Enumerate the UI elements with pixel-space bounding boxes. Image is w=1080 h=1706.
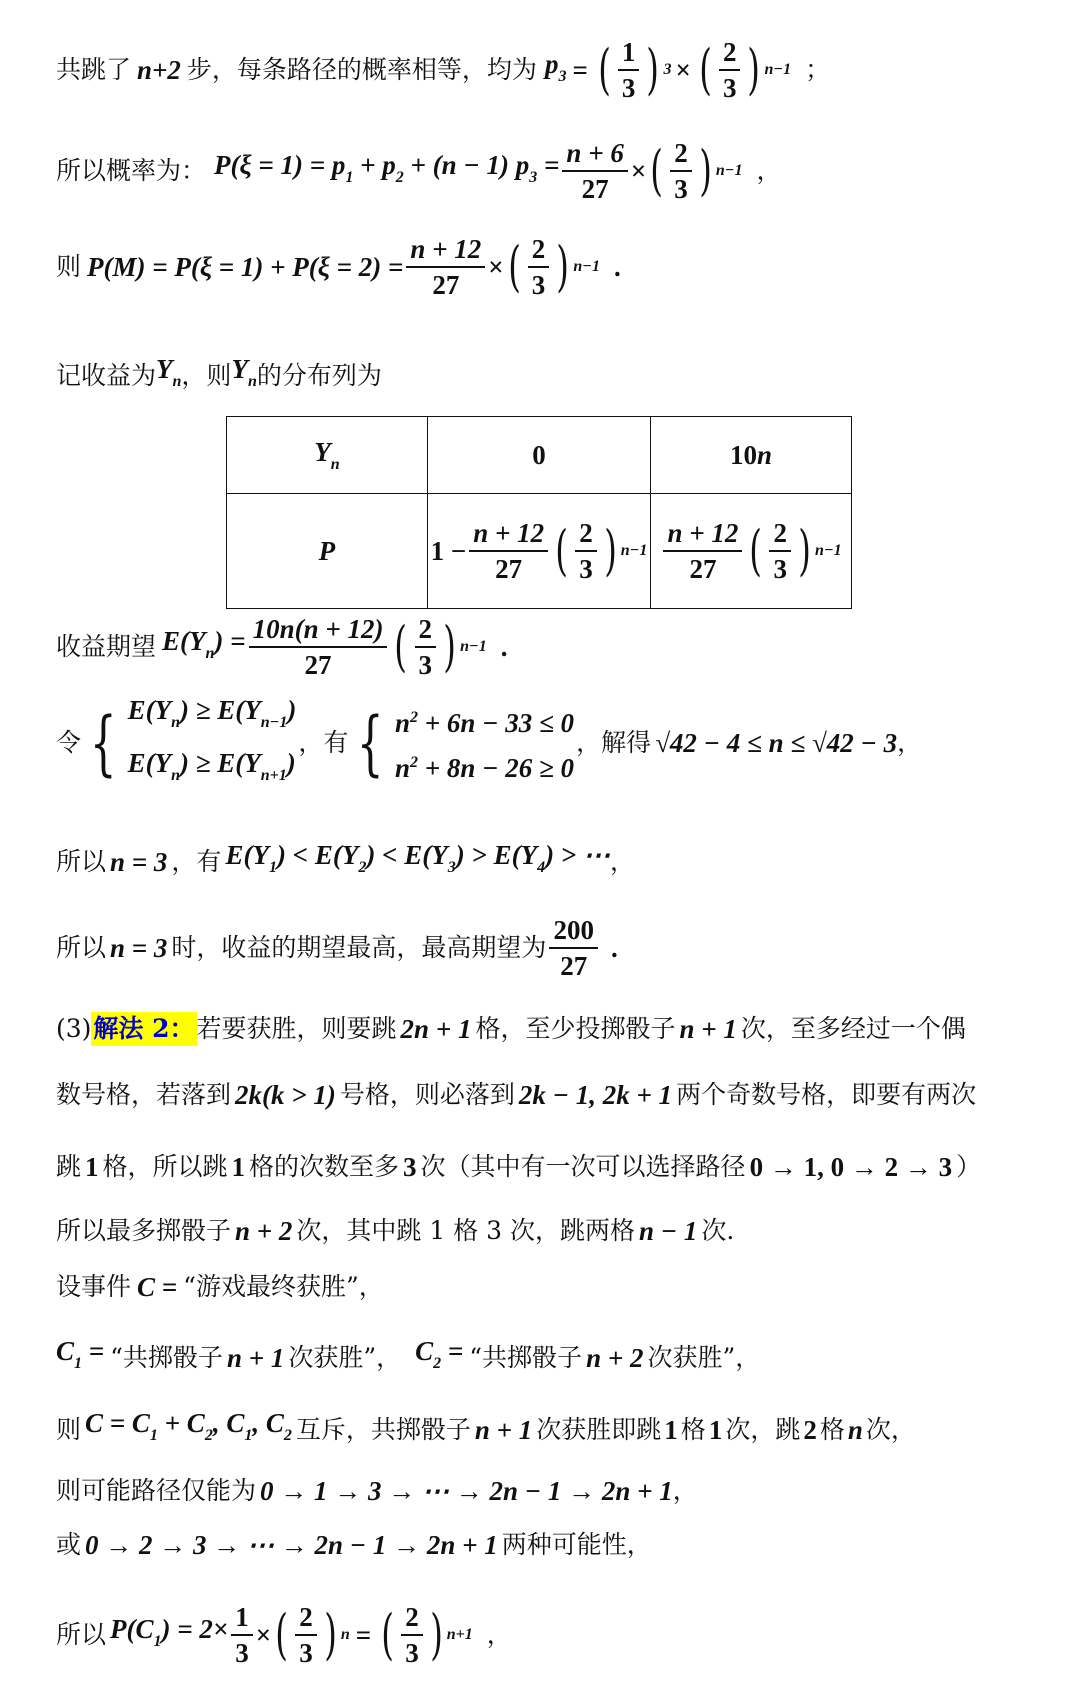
text: ，有 — [298, 728, 349, 757]
line-12 — [56, 1214, 1050, 1248]
math-frac: $\frac{2}{3}$ — [719, 37, 741, 103]
math-paren: ( — [507, 235, 521, 298]
math-expr: $E(Y_n)$ = — [162, 625, 246, 662]
text: ， — [486, 1620, 512, 1649]
math-expr: $C = C_1 + C_2$, $C_1$, $C_2$ — [85, 1408, 292, 1444]
text: 跳 — [56, 1152, 82, 1181]
math-paren: ( — [381, 1603, 394, 1666]
math-expr: $P(C_1) = 2\times$ — [110, 1613, 229, 1650]
text: 所以 — [56, 846, 107, 876]
line-3: 则 P(M) = P(ξ = 1) + P(ξ = 2) = $\frac{n + 12}{27}$ × ( $\frac{2}{3}$ ) n−1 . — [56, 234, 621, 300]
math-expr: n + 2 — [586, 1342, 644, 1373]
table-row — [227, 494, 852, 609]
math-paren: ) — [699, 139, 712, 202]
text: ，有 — [171, 846, 222, 876]
text: . — [613, 252, 621, 282]
math-expr: n + 2 — [235, 1216, 293, 1246]
math-p3: $p_3$ — [544, 48, 567, 85]
math-expr: $P(\xi = 1) = p_1 + p_2 + (n - 1) p_3$ = — [214, 149, 560, 186]
math-frac: $\frac{2}{3}$ — [528, 234, 550, 300]
math-expr: n = 3 — [110, 846, 168, 877]
math-frac: $\frac{2}{3}$ — [670, 138, 692, 204]
text: 两个奇数号格，即要有两次 — [676, 1080, 977, 1109]
math-expr: 3 — [403, 1152, 417, 1182]
text: ； — [805, 55, 831, 84]
text: 两种可能性， — [501, 1530, 652, 1559]
line-2: 所以概率为： $P(\xi = 1) = p_1 + p_2 + (n - 1) p_3$ = $\frac{n + 6}{27}$ × ( $\frac{2}{3}$ ) n−1 ， — [56, 138, 782, 204]
math-frac: $\frac{1}{3}$ — [231, 1602, 253, 1668]
math-eq: = — [355, 1620, 372, 1650]
math-frac: $\frac{200}{27}$ — [549, 915, 598, 981]
text: 则 — [56, 1414, 82, 1444]
text: 次，至多经过一个偶 — [740, 1014, 966, 1043]
math-expr: √42 − 4 ≤ n ≤ √42 − 3 — [655, 728, 898, 758]
text: 格 — [680, 1414, 706, 1444]
math-expr: $C_2$ = — [415, 1336, 464, 1372]
text: 格 — [819, 1414, 845, 1444]
text: “共掷骰子 — [110, 1342, 223, 1372]
line-1: 共跳了 n+2 步，每条路径的概率相等，均为 $p_3$ = ( $\frac{1}{3}$ ) 3 × ( $\frac{2}{3}$ ) n−1 ； — [56, 37, 831, 103]
math-expr: 0 → 2 → 3 → ⋯ → 2n − 1 → 2n + 1 — [85, 1530, 498, 1560]
math-expr: 1 — [708, 1414, 723, 1445]
math-expr: n+2 — [137, 55, 181, 85]
text: 的分布列为 — [256, 360, 382, 390]
math-frac: $\frac{2}{3}$ — [415, 614, 437, 680]
math-system: $n^2 + 6n - 33 \le 0$ $n^2 + 8n - 26 \ge 0$ — [394, 708, 575, 783]
line-13 — [56, 1270, 1050, 1304]
text: 次. — [701, 1216, 735, 1245]
math-expr: $C_1$ = — [56, 1336, 105, 1372]
text: 令 — [56, 728, 82, 757]
line-4 — [56, 352, 1050, 399]
math-expr: n — [847, 1414, 863, 1445]
math-paren: ( — [699, 38, 712, 101]
math-expr: n − 1 — [639, 1216, 698, 1246]
math-frac: $\frac{2}{3}$ — [295, 1602, 317, 1668]
text: 数号格，若落到 — [56, 1080, 232, 1109]
math-expr: 2n + 1 — [400, 1014, 472, 1044]
text: 时，收益的期望最高，最高期望为 — [171, 933, 547, 962]
text: 则 — [56, 252, 82, 281]
text: 所以 — [56, 933, 107, 962]
math-frac: $\frac{2}{3}$ — [401, 1602, 423, 1668]
math-expr: 2 — [803, 1414, 817, 1445]
text: 次获胜”， — [288, 1342, 402, 1372]
text: 所以最多掷骰子 — [56, 1216, 232, 1245]
text: 共跳了 — [56, 55, 132, 84]
text: ， — [756, 156, 782, 185]
text: “游戏最终获胜”， — [183, 1272, 384, 1301]
math-expr: n + 1 — [226, 1342, 285, 1373]
math-expr: 2k(k > 1) — [235, 1080, 336, 1110]
text: 格，至少投掷骰子 — [475, 1014, 676, 1043]
text: ） — [956, 1152, 982, 1181]
math-times: × — [488, 252, 504, 282]
text: ， — [672, 1476, 698, 1505]
math-frac: $\frac{1}{3}$ — [618, 37, 640, 103]
math-times: × — [630, 156, 647, 186]
text: 所以 — [56, 1620, 107, 1649]
math-paren: ) — [747, 38, 761, 101]
table-row — [227, 417, 852, 494]
text: 次获胜”， — [647, 1342, 761, 1372]
text: ， — [609, 846, 635, 876]
table-header-yn: $Y_n$ — [227, 417, 428, 494]
table-cell-p0: 1 − $\frac{n + 12}{27}$ ( $\frac{2}{3}$ ) n−1 — [427, 494, 650, 609]
table-row-label: P — [227, 494, 428, 609]
line-6 — [56, 695, 1050, 786]
math-paren: ( — [598, 38, 611, 101]
math-paren: ) — [556, 235, 570, 298]
line-5: 收益期望 $E(Y_n)$ = $\frac{10n(n + 12)}{27}$ ( $\frac{2}{3}$ ) n−1 . — [56, 614, 508, 680]
math-expr: n + 1 — [474, 1414, 533, 1445]
math-times: × — [255, 1620, 272, 1650]
math-paren: ( — [275, 1603, 289, 1666]
text: ，解得 — [576, 728, 652, 757]
text: 互斥，共掷骰子 — [295, 1414, 471, 1444]
math-times: × — [675, 55, 691, 85]
line-14 — [56, 1334, 1050, 1381]
math-brace: { — [89, 702, 117, 784]
math-paren: ) — [443, 615, 456, 678]
text: ，则 — [181, 360, 232, 390]
text: “共掷骰子 — [469, 1342, 583, 1372]
math-system: $E(Y_n) \ge E(Y_{n-1})$ $E(Y_n) \ge E(Y_{n+1})$ — [127, 695, 297, 784]
math-paren: ) — [429, 1603, 443, 1666]
math-expr: 0 → 1 → 3 → ⋯ → 2n − 1 → 2n + 1 — [260, 1476, 673, 1506]
text: 若要获胜，则要跳 — [196, 1014, 397, 1043]
text: 次（其中有一次可以选择路径 — [420, 1152, 746, 1181]
math-frac: $\frac{n + 12}{27}$ — [406, 234, 485, 300]
math-expr: 1 — [231, 1152, 246, 1182]
line-18: 所以 $P(C_1) = 2\times$ $\frac{1}{3}$ × ( $\frac{2}{3}$ ) n = ( $\frac{2}{3}$ ) n+1 ， — [56, 1602, 512, 1668]
line-17 — [56, 1528, 1050, 1562]
math-frac: $\frac{10n(n + 12)}{27}$ — [249, 614, 388, 680]
text: 记收益为 — [56, 360, 157, 390]
line-16 — [56, 1474, 1050, 1508]
text: 所以概率为： — [56, 156, 207, 185]
math-paren: ( — [394, 615, 408, 678]
text: 格，所以跳 — [102, 1152, 228, 1181]
math-expr: 2k − 1, 2k + 1 — [518, 1080, 673, 1110]
math-brace: { — [357, 702, 385, 784]
text: ， — [897, 728, 923, 757]
math-expr: 0 → 1, 0 → 2 → 3 — [749, 1152, 953, 1182]
math-expr: $E(Y_1) < E(Y_2) < E(Y_3) > E(Y_4)$ > ⋯ — [225, 840, 610, 876]
math-expr: P(M) = P(ξ = 1) + P(ξ = 2) = — [87, 252, 404, 282]
text: 次获胜即跳 — [536, 1414, 662, 1444]
text: 则可能路径仅能为 — [56, 1476, 257, 1505]
math-paren: ) — [646, 38, 660, 101]
distribution-table — [226, 416, 852, 609]
table-cell-p10n: $\frac{n + 12}{27}$ ( $\frac{2}{3}$ ) n−1 — [651, 494, 852, 609]
line-11 — [56, 1150, 1050, 1184]
line-7 — [56, 838, 1050, 885]
math-eq: = — [572, 55, 588, 85]
text: . — [500, 632, 508, 662]
line-10 — [56, 1078, 1050, 1112]
text: (3) — [56, 1014, 92, 1043]
text: 次，其中跳 1 格 3 次，跳两格 — [296, 1216, 636, 1245]
math-paren: ( — [650, 139, 664, 202]
text: 次，跳 — [725, 1414, 801, 1444]
table-header-0: 0 — [427, 417, 650, 494]
text: . — [610, 933, 618, 963]
math-expr: n + 1 — [679, 1014, 737, 1044]
math-expr: C = — [137, 1272, 178, 1302]
math-yn: $Y_n$ — [231, 354, 257, 390]
text: 次， — [865, 1414, 916, 1444]
text: 设事件 — [56, 1272, 132, 1301]
text: 格的次数至多 — [249, 1152, 400, 1181]
text: 号格，则必落到 — [339, 1080, 515, 1109]
highlighted-label: 解法 2： — [91, 1012, 196, 1046]
line-8 — [56, 912, 1050, 984]
math-frac: $\frac{n + 6}{27}$ — [562, 138, 627, 204]
line-9 — [56, 1012, 1050, 1046]
math-expr: 1 — [664, 1414, 678, 1445]
math-paren: ) — [323, 1603, 337, 1666]
table-header-10n: 10n — [651, 417, 852, 494]
text: 收益期望 — [56, 632, 157, 661]
math-expr: 1 — [85, 1152, 99, 1182]
math-expr: n = 3 — [110, 933, 168, 963]
text: 或 — [56, 1530, 82, 1559]
line-15 — [56, 1406, 1050, 1453]
math-yn: $Y_n$ — [156, 354, 182, 390]
text: 步，每条路径的概率相等，均为 — [186, 55, 537, 84]
